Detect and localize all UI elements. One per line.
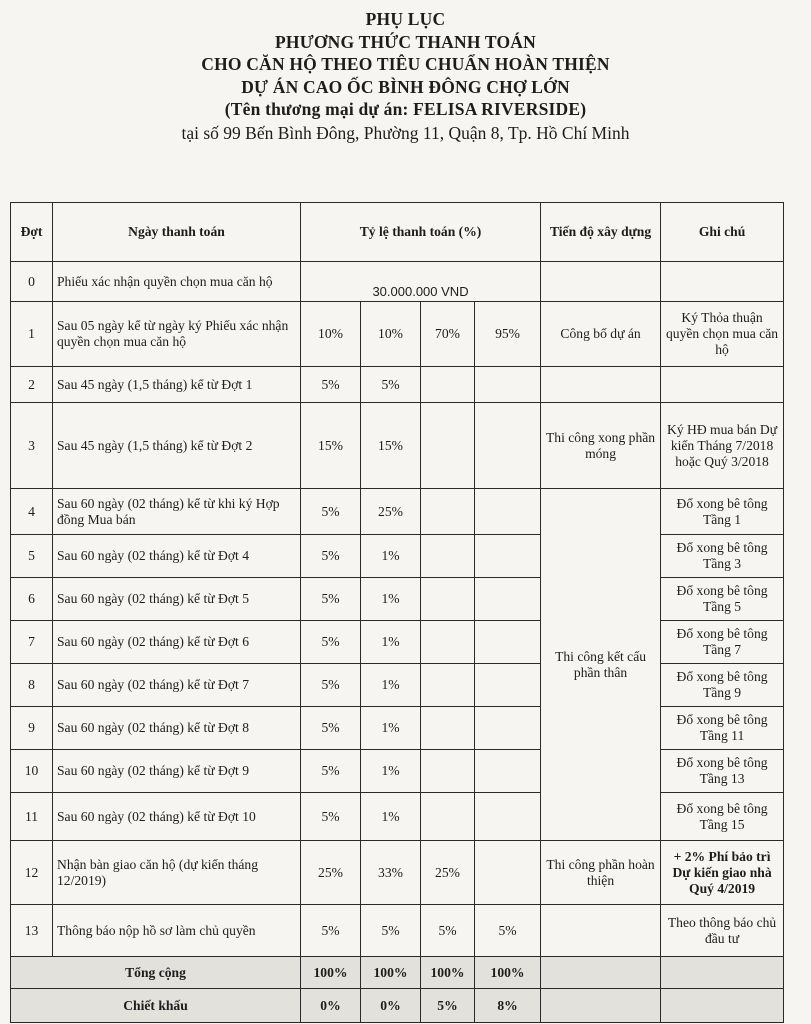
cell-note <box>661 367 784 403</box>
cell-rate-1: 5% <box>301 367 361 403</box>
cell-progress-structure: Thi công kết cấu phần thân <box>541 489 661 841</box>
cell-dot: 9 <box>11 707 53 750</box>
cell-rate-4 <box>475 793 541 841</box>
cell-rate-4 <box>475 578 541 621</box>
cell-rate-1: 15% <box>301 403 361 489</box>
cell-rate-3 <box>421 750 475 793</box>
cell-progress <box>541 367 661 403</box>
cell-note: Theo thông báo chủ đầu tư <box>661 905 784 957</box>
cell-dot: 11 <box>11 793 53 841</box>
document-header <box>0 8 811 145</box>
cell-payment-date: Thông báo nộp hồ sơ làm chủ quyền <box>53 905 301 957</box>
cell-rate-2: 10% <box>361 302 421 367</box>
cell-rate-4: 95% <box>475 302 541 367</box>
cell-payment-date: Sau 60 ngày (02 tháng) kể từ Đợt 6 <box>53 621 301 664</box>
discount-progress-empty <box>541 989 661 1023</box>
payment-schedule-table <box>10 202 784 1023</box>
cell-dot: 3 <box>11 403 53 489</box>
cell-payment-date: Sau 60 ngày (02 tháng) kể từ Đợt 9 <box>53 750 301 793</box>
cell-rate-2: 33% <box>361 841 421 905</box>
discount-rate-3: 5% <box>421 989 475 1023</box>
cell-progress: Công bố dự án <box>541 302 661 367</box>
cell-rate-1: 5% <box>301 535 361 578</box>
header-payment-date: Ngày thanh toán <box>53 203 301 262</box>
table-row <box>11 905 784 957</box>
cell-rate-3 <box>421 793 475 841</box>
total-progress-empty <box>541 957 661 989</box>
table-row <box>11 367 784 403</box>
cell-rate-1: 5% <box>301 793 361 841</box>
header-construction-progress: Tiến độ xây dựng <box>541 203 661 262</box>
cell-payment-date: Sau 60 ngày (02 tháng) kể từ Đợt 10 <box>53 793 301 841</box>
cell-rate-2: 1% <box>361 535 421 578</box>
cell-rate-2: 1% <box>361 793 421 841</box>
cell-rate-2: 1% <box>361 707 421 750</box>
table-header-row <box>11 203 784 262</box>
header-dot: Đợt <box>11 203 53 262</box>
cell-rate-1: 10% <box>301 302 361 367</box>
table-row <box>11 535 784 578</box>
cell-rate-2: 1% <box>361 664 421 707</box>
cell-amount: 30.000.000 VND <box>301 262 541 302</box>
cell-rate-3 <box>421 403 475 489</box>
cell-rate-4 <box>475 535 541 578</box>
discount-note-empty <box>661 989 784 1023</box>
cell-rate-3: 25% <box>421 841 475 905</box>
title-apartment-standard: CHO CĂN HỘ THEO TIÊU CHUẨN HOÀN THIỆN <box>201 54 610 74</box>
cell-payment-date: Nhận bàn giao căn hộ (dự kiến tháng 12/2019) <box>53 841 301 905</box>
cell-payment-date: Sau 60 ngày (02 tháng) kể từ khi ký Hợp đồng Mua bán <box>53 489 301 535</box>
table-row <box>11 750 784 793</box>
cell-dot: 5 <box>11 535 53 578</box>
cell-dot: 7 <box>11 621 53 664</box>
cell-note: Đổ xong bê tông Tầng 3 <box>661 535 784 578</box>
cell-dot: 2 <box>11 367 53 403</box>
cell-rate-4 <box>475 750 541 793</box>
table-row <box>11 841 784 905</box>
cell-note: + 2% Phí bảo trì Dự kiến giao nhà Quý 4/2019 <box>661 841 784 905</box>
header-notes: Ghi chú <box>661 203 784 262</box>
table-row <box>11 664 784 707</box>
cell-dot: 1 <box>11 302 53 367</box>
cell-rate-3 <box>421 621 475 664</box>
table-row <box>11 302 784 367</box>
title-commercial-name: (Tên thương mại dự án: FELISA RIVERSIDE) <box>224 99 587 119</box>
cell-rate-3 <box>421 578 475 621</box>
discount-rate-1: 0% <box>301 989 361 1023</box>
cell-payment-date: Sau 60 ngày (02 tháng) kể từ Đợt 5 <box>53 578 301 621</box>
cell-rate-3 <box>421 367 475 403</box>
cell-rate-4 <box>475 367 541 403</box>
total-note-empty <box>661 957 784 989</box>
cell-dot: 0 <box>11 262 53 302</box>
discount-row <box>11 989 784 1023</box>
total-row <box>11 957 784 989</box>
cell-rate-1: 5% <box>301 489 361 535</box>
cell-note: Đổ xong bê tông Tầng 7 <box>661 621 784 664</box>
cell-rate-2: 1% <box>361 750 421 793</box>
cell-note: Đổ xong bê tông Tầng 15 <box>661 793 784 841</box>
cell-rate-4 <box>475 664 541 707</box>
table-row <box>11 262 784 302</box>
cell-note: Đổ xong bê tông Tầng 13 <box>661 750 784 793</box>
cell-dot: 8 <box>11 664 53 707</box>
cell-payment-date: Sau 45 ngày (1,5 tháng) kể từ Đợt 1 <box>53 367 301 403</box>
total-rate-4: 100% <box>475 957 541 989</box>
header-payment-rate: Tỷ lệ thanh toán (%) <box>301 203 541 262</box>
cell-rate-1: 5% <box>301 750 361 793</box>
discount-rate-4: 8% <box>475 989 541 1023</box>
total-rate-2: 100% <box>361 957 421 989</box>
cell-payment-date: Phiếu xác nhận quyền chọn mua căn hộ <box>53 262 301 302</box>
cell-rate-2: 15% <box>361 403 421 489</box>
cell-rate-1: 5% <box>301 664 361 707</box>
title-payment-method: PHƯƠNG THỨC THANH TOÁN <box>275 31 536 52</box>
cell-rate-2: 5% <box>361 367 421 403</box>
cell-rate-4: 5% <box>475 905 541 957</box>
cell-progress: Thi công xong phần móng <box>541 403 661 489</box>
cell-rate-4 <box>475 403 541 489</box>
table-row <box>11 707 784 750</box>
cell-rate-1: 5% <box>301 578 361 621</box>
cell-note <box>661 262 784 302</box>
cell-rate-4 <box>475 707 541 750</box>
cell-payment-date: Sau 60 ngày (02 tháng) kể từ Đợt 7 <box>53 664 301 707</box>
discount-label: Chiết khấu <box>11 989 301 1023</box>
cell-rate-3: 5% <box>421 905 475 957</box>
cell-progress <box>541 905 661 957</box>
title-project: DỰ ÁN CAO ỐC BÌNH ĐÔNG CHỢ LỚN <box>241 76 570 97</box>
cell-progress: Thi công phần hoàn thiện <box>541 841 661 905</box>
cell-rate-1: 5% <box>301 621 361 664</box>
cell-dot: 6 <box>11 578 53 621</box>
table-row <box>11 621 784 664</box>
table-row <box>11 489 784 535</box>
cell-note: Đổ xong bê tông Tầng 9 <box>661 664 784 707</box>
table-row <box>11 793 784 841</box>
discount-rate-2: 0% <box>361 989 421 1023</box>
cell-rate-2: 1% <box>361 578 421 621</box>
cell-payment-date: Sau 05 ngày kể từ ngày ký Phiếu xác nhận quyền chọn mua căn hộ <box>53 302 301 367</box>
cell-rate-3 <box>421 707 475 750</box>
cell-note: Ký HĐ mua bán Dự kiến Tháng 7/2018 hoặc Quý 3/2018 <box>661 403 784 489</box>
cell-rate-1: 5% <box>301 905 361 957</box>
cell-rate-1: 5% <box>301 707 361 750</box>
cell-rate-3 <box>421 664 475 707</box>
cell-note: Đổ xong bê tông Tầng 1 <box>661 489 784 535</box>
cell-payment-date: Sau 60 ngày (02 tháng) kể từ Đợt 8 <box>53 707 301 750</box>
cell-dot: 4 <box>11 489 53 535</box>
cell-payment-date: Sau 60 ngày (02 tháng) kể từ Đợt 4 <box>53 535 301 578</box>
table-row <box>11 403 784 489</box>
cell-progress <box>541 262 661 302</box>
cell-dot: 10 <box>11 750 53 793</box>
cell-rate-4 <box>475 621 541 664</box>
cell-rate-2: 5% <box>361 905 421 957</box>
cell-note: Đổ xong bê tông Tầng 5 <box>661 578 784 621</box>
cell-dot: 12 <box>11 841 53 905</box>
cell-note: Ký Thỏa thuận quyền chọn mua căn hộ <box>661 302 784 367</box>
total-rate-1: 100% <box>301 957 361 989</box>
cell-payment-date: Sau 45 ngày (1,5 tháng) kể từ Đợt 2 <box>53 403 301 489</box>
title-appendix: PHỤ LỤC <box>365 9 446 29</box>
cell-rate-1: 25% <box>301 841 361 905</box>
table-row <box>11 578 784 621</box>
cell-rate-4 <box>475 489 541 535</box>
cell-rate-2: 25% <box>361 489 421 535</box>
cell-rate-3: 70% <box>421 302 475 367</box>
cell-note: Đổ xong bê tông Tầng 11 <box>661 707 784 750</box>
project-address: tại số 99 Bến Bình Đông, Phường 11, Quận 8, Tp. Hồ Chí Minh <box>181 122 630 143</box>
cell-rate-3 <box>421 535 475 578</box>
cell-rate-2: 1% <box>361 621 421 664</box>
cell-rate-3 <box>421 489 475 535</box>
total-label: Tổng cộng <box>11 957 301 989</box>
total-rate-3: 100% <box>421 957 475 989</box>
cell-rate-4 <box>475 841 541 905</box>
cell-dot: 13 <box>11 905 53 957</box>
